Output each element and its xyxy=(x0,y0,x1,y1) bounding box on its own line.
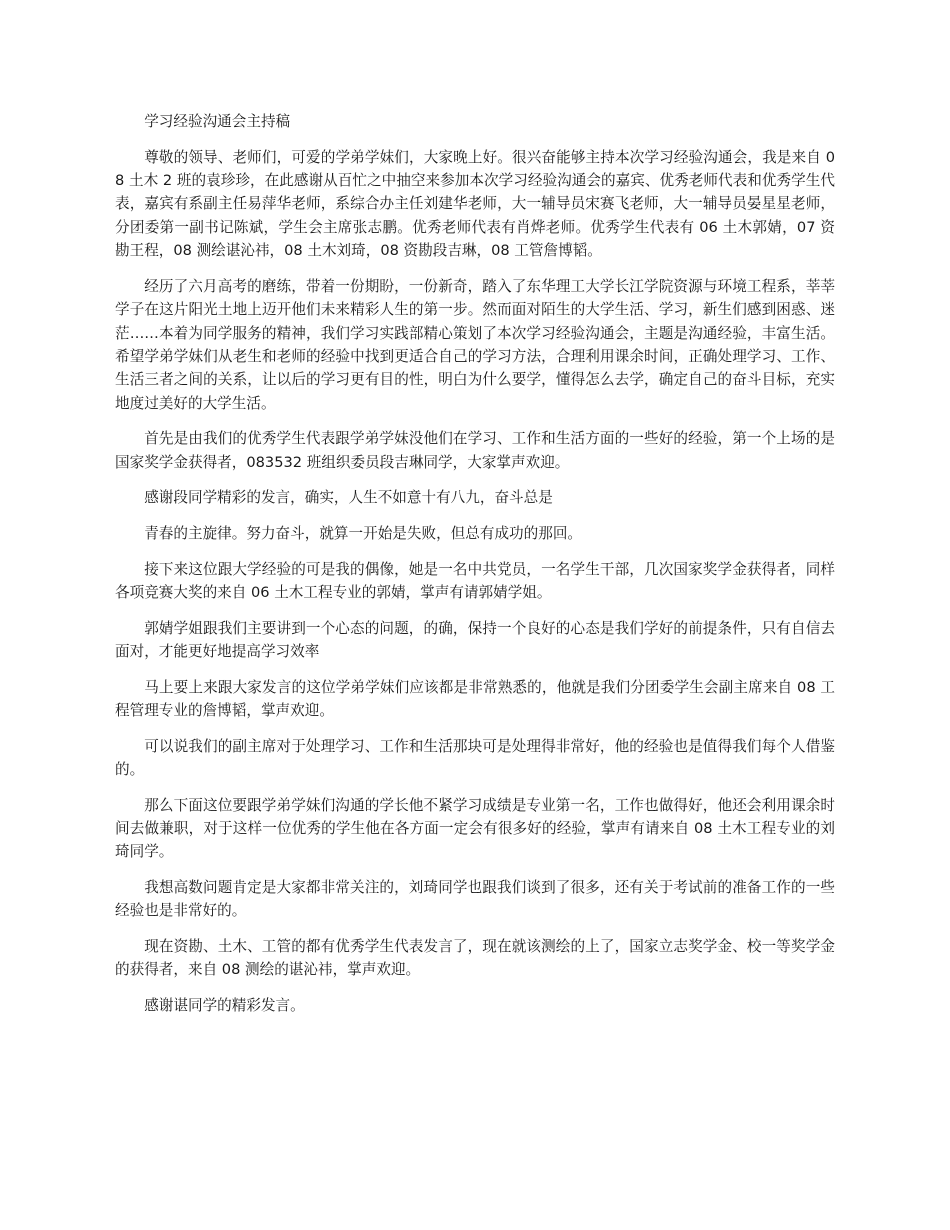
document-page xyxy=(115,110,835,1030)
paragraph-greeting: 尊敬的领导、老师们，可爱的学弟学妹们，大家晚上好。很兴奋能够主持本次学习经验沟通会，我是来自 08 土木 2 班的袁珍珍，在此感谢从百忙之中抽空来参加本次学习经验沟通会的嘉宾、优秀老师代表和优秀学生代表，嘉宾有系副主任易萍华老师，系综合办主任刘建华老师，大一辅导员宋赛飞老师，大一辅导员晏星星老师，分团委第一副书记陈斌，学生会主席张志鹏。优秀老师代表有肖烨老师。优秀学生代表有 06 土木郭婧，07 资勘王程，08 测绘谌沁祎，08 土木刘琦，08 资勘段吉琳，08 工管詹博韬。 xyxy=(115,148,835,260)
paragraph-background: 经历了六月高考的磨练，带着一份期盼，一份新奇，踏入了东华理工大学长江学院资源与环境工程系，莘莘学子在这片阳光土地上迈开他们未来精彩人生的第一步。然而面对陌生的大学生活、学习，新生们感到困惑、迷茫……本着为同学服务的精神，我们学习实践部精心策划了本次学习经验沟通会，主题是沟通经验，丰富生活。希望学弟学妹们从老生和老师的经验中找到更适合自己的学习方法，合理利用课余时间，正确处理学习、工作、生活三者之间的关系，让以后的学习更有目的性，明白为什么要学，懂得怎么去学，确定自己的奋斗目标，充实地度过美好的大学生活。 xyxy=(115,277,835,412)
paragraph-zhan-summary: 可以说我们的副主席对于处理学习、工作和生活那块可是处理得非常好，他的经验也是值得我们每个人借鉴的。 xyxy=(115,737,835,779)
paragraph-liu-summary: 我想高数问题肯定是大家都非常关注的，刘琦同学也跟我们谈到了很多，还有关于考试前的准备工作的一些经验也是非常好的。 xyxy=(115,879,835,920)
paragraph-youth: 青春的主旋律。努力奋斗，就算一开始是失败，但总有成功的那回。 xyxy=(144,525,583,543)
paragraph-guo-intro: 接下来这位跟大学经验的可是我的偶像，她是一名中共党员，一名学生干部，几次国家奖学金获得者，同样各项竞赛大奖的来自 06 土木工程专业的郭婧，掌声有请郭婧学姐。 xyxy=(115,560,835,602)
paragraph-liu-intro: 那么下面这位要跟学弟学妹们沟通的学长他不紧学习成绩是专业第一名，工作也做得好，他还会利用课余时间去做兼职，对于这样一位优秀的学生他在各方面一定会有很多好的经验，掌声有请来自 08 土木工程专业的刘琦同学。 xyxy=(115,796,835,861)
paragraph-first-speaker: 首先是由我们的优秀学生代表跟学弟学妹没他们在学习、工作和生活方面的一些好的经验，第一个上场的是国家奖学金获得者，083532 班组织委员段吉琳同学，大家掌声欢迎。 xyxy=(115,430,835,471)
document-title: 学习经验沟通会主持稿 xyxy=(144,113,291,130)
paragraph-chen-intro: 现在资勘、土木、工管的都有优秀学生代表发言了，现在就该测绘的上了，国家立志奖学金、校一等奖学金的获得者，来自 08 测绘的谌沁祎，掌声欢迎。 xyxy=(115,938,835,979)
paragraph-thanks-duan: 感谢段同学精彩的发言，确实，人生不如意十有八九，奋斗总是 xyxy=(144,489,553,507)
paragraph-chen-thanks: 感谢谌同学的精彩发言。 xyxy=(144,997,305,1015)
paragraph-zhan-intro: 马上要上来跟大家发言的这位学弟学妹们应该都是非常熟悉的，他就是我们分团委学生会副主席来自 08 工程管理专业的詹博韬，掌声欢迎。 xyxy=(115,678,835,720)
paragraph-guo-summary: 郭婧学姐跟我们主要讲到一个心态的问题，的确，保持一个良好的心态是我们学好的前提条件，只有自信去面对，才能更好地提高学习效率 xyxy=(115,619,835,661)
